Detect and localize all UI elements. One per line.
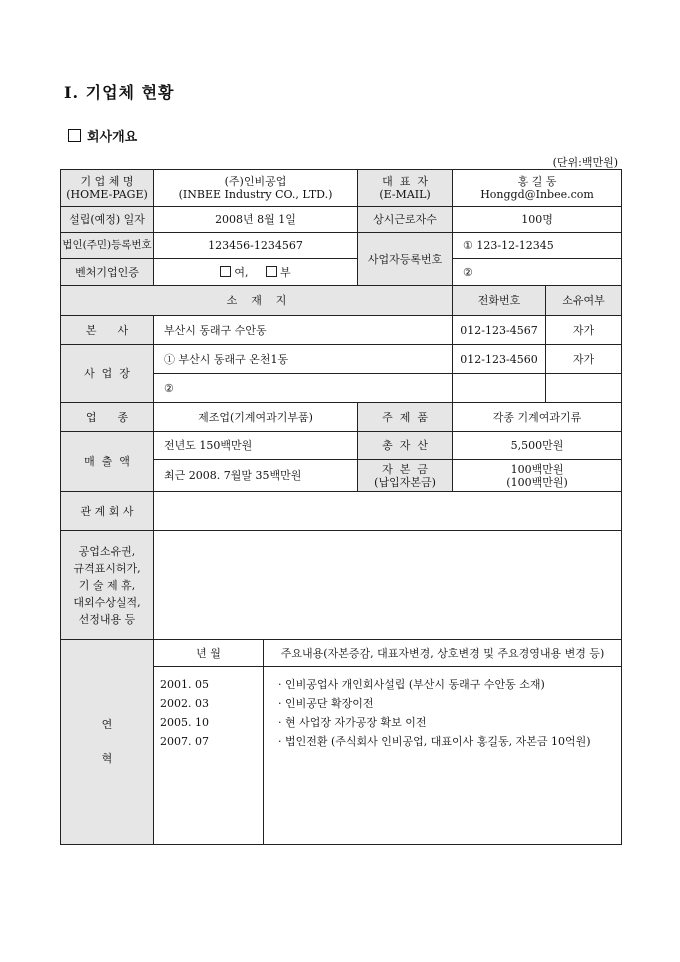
owner-header: 소유여부	[546, 286, 622, 316]
history-entry: · 법인전환 (주식회사 인비공업, 대표이사 홍길동, 자본금 10억원)	[278, 735, 591, 748]
rep-name: 홍 길 동	[517, 175, 557, 188]
site-label: 사 업 장	[61, 345, 154, 403]
hq-owner: 자가	[546, 316, 622, 345]
history-date: 2007. 07	[160, 735, 209, 748]
history-dates	[154, 667, 264, 845]
hq-label: 본 사	[61, 316, 154, 345]
biz-no-1: ① 123-12-12345	[453, 233, 622, 259]
checkbox-square-icon	[68, 129, 81, 142]
ip-label	[61, 531, 154, 640]
venture-cell	[154, 259, 358, 286]
company-name-label-text: 기 업 체 명	[80, 175, 134, 188]
company-name-cell	[154, 170, 358, 207]
section-title-text: 회사개요	[87, 130, 138, 145]
corp-no-label: 법인(주민)등록번호	[61, 233, 154, 259]
page-title: Ⅰ. 기업체 현황	[64, 83, 175, 102]
history-date: 2002. 03	[160, 697, 209, 710]
site1-phone: 012-123-4560	[453, 345, 546, 374]
sales-label: 매 출 액	[61, 432, 154, 492]
rep-email: Honggd@Inbee.com	[480, 188, 594, 201]
venture-no-checkbox[interactable]	[266, 266, 277, 277]
history-contents	[264, 667, 622, 845]
ip-label-line: 선정내용 등	[78, 612, 136, 626]
phone-header: 전화번호	[453, 286, 546, 316]
homepage-label-text: (HOME-PAGE)	[66, 188, 148, 201]
ip-label-line: 대외수상실적,	[73, 595, 141, 609]
site1-owner: 자가	[546, 345, 622, 374]
employees-label: 상시근로자수	[358, 207, 453, 233]
venture-no-label: 부	[279, 265, 291, 279]
rep-label	[358, 170, 453, 207]
product: 각종 기계여과기류	[453, 403, 622, 432]
capital-cell	[453, 460, 622, 492]
hq-address: 부산시 동래구 수안동	[154, 316, 453, 345]
assets: 5,500만원	[453, 432, 622, 460]
company-name-label	[61, 170, 154, 207]
est-date-label: 설립(예정) 일자	[61, 207, 154, 233]
capital: 100백만원	[510, 462, 564, 476]
history-date: 2001. 05	[160, 678, 209, 691]
history-entry: · 인비공단 확장이전	[278, 697, 374, 710]
history-label-2: 혁	[101, 752, 113, 765]
ip-label-line: 규격표시허가,	[73, 561, 141, 575]
history-label-1: 연	[101, 718, 113, 731]
rep-cell	[453, 170, 622, 207]
biz-no-label: 사업자등록번호	[358, 233, 453, 286]
capital-paid: (100백만원)	[506, 475, 568, 489]
ip-label-line: 기 술 제 휴,	[78, 578, 136, 592]
sales-recent: 최근 2008. 7월말 35백만원	[154, 460, 358, 492]
history-year-header: 년 월	[154, 640, 264, 667]
hq-phone: 012-123-4567	[453, 316, 546, 345]
ip-value	[154, 531, 622, 640]
site2-address: ②	[154, 374, 453, 403]
venture-yes-checkbox[interactable]	[220, 266, 231, 277]
history-date: 2005. 10	[160, 716, 209, 729]
history-entry: · 현 사업장 자가공장 확보 이전	[278, 716, 427, 729]
site2-phone	[453, 374, 546, 403]
location-header: 소 재 지	[61, 286, 453, 316]
history-content-header: 주요내용(자본증감, 대표자변경, 상호변경 및 주요경영내용 변경 등)	[264, 640, 622, 667]
site1-address: ① 부산시 동래구 온천1동	[154, 345, 453, 374]
capital-sub-label: (납입자본금)	[374, 475, 436, 489]
corp-no: 123456-1234567	[154, 233, 358, 259]
venture-label: 벤처기업인증	[61, 259, 154, 286]
biz-no-2: ②	[453, 259, 622, 286]
company-name-en: (INBEE Industry CO., LTD.)	[178, 188, 333, 201]
site2-owner	[546, 374, 622, 403]
section-title	[68, 126, 137, 145]
biz-type: 제조업(기계여과기부품)	[154, 403, 358, 432]
related-company-label: 관 계 회 사	[61, 492, 154, 531]
est-date: 2008년 8월 1일	[154, 207, 358, 233]
company-overview-table	[60, 169, 622, 845]
ip-label-line: 공업소유권,	[78, 544, 136, 558]
sales-prev: 전년도 150백만원	[154, 432, 358, 460]
product-label: 주 제 품	[358, 403, 453, 432]
company-name: (주)인비공업	[224, 175, 287, 188]
capital-label	[358, 460, 453, 492]
assets-label: 총 자 산	[358, 432, 453, 460]
history-label	[61, 640, 154, 845]
employees: 100명	[453, 207, 622, 233]
biz-type-label: 업 종	[61, 403, 154, 432]
email-label-text: (E-MAIL)	[379, 188, 431, 201]
venture-yes-label: 여,	[234, 265, 249, 279]
related-company-value	[154, 492, 622, 531]
capital-label-text: 자 본 금	[382, 462, 428, 476]
rep-label-text: 대 표 자	[382, 175, 428, 188]
history-entry: · 인비공업사 개인회사설립 (부산시 동래구 수안동 소재)	[278, 678, 545, 691]
unit-note: (단위:백만원)	[552, 156, 618, 169]
